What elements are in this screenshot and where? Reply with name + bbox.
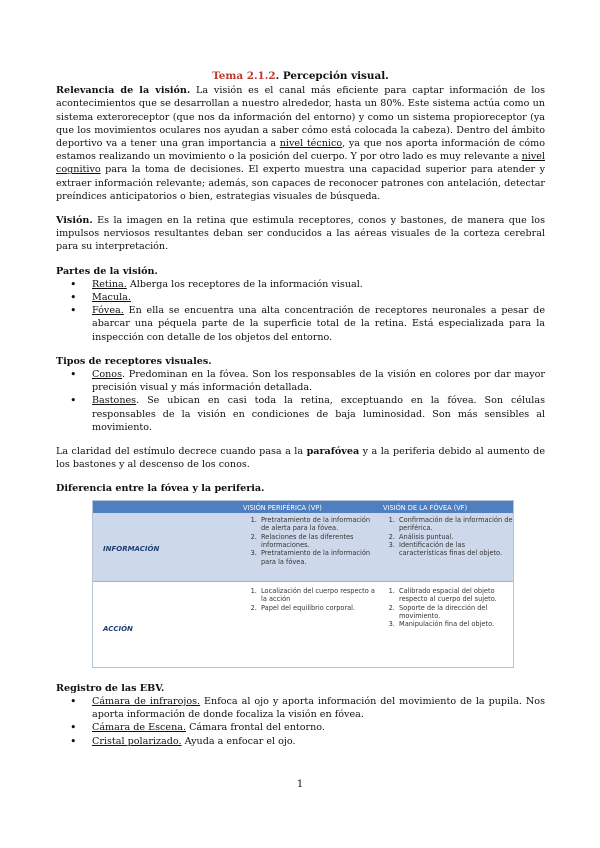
registro-list xyxy=(56,695,545,748)
page-title xyxy=(56,70,545,83)
list-item xyxy=(92,291,545,304)
table-list-item: 2. Relaciones de las diferentes informaciones. xyxy=(259,533,377,550)
col-header-vp: VISIÓN PERIFÉRICA (VP) xyxy=(243,503,322,512)
term-fovea: Fóvea. xyxy=(92,305,124,317)
definition: . Predominan en la fóvea. Son los responsables de la visión en colores por dar mayor precisión visual y más información detallada. xyxy=(92,369,545,394)
table-list-item: 1. Confirmación de la información de periférica. xyxy=(397,516,515,533)
term-camara-escena: Cámara de Escena. xyxy=(92,722,187,734)
table-list-item: 1. Localización del cuerpo respecto a la acción xyxy=(259,587,377,604)
definition: En ella se encuentra una alta concentración de receptores neuronales a pesar de abarcar una péquela parte de la superficie total de la retina. Está especializada para la inspección con detalle de los objetos del entorno. xyxy=(92,305,545,343)
term-cristal-polarizado: Cristal polarizado. xyxy=(92,735,182,747)
diferencia-heading: Diferencia entre la fóvea y la periferia. xyxy=(56,483,265,495)
nivel-cognitivo-term: nivel cognitivo xyxy=(56,151,545,176)
table-list-item: 2. Papel del equilibrio corporal. xyxy=(259,604,377,612)
row-label-informacion: INFORMACIÓN xyxy=(103,544,160,553)
table-list-item: 3. Identificación de las características finas del objeto. xyxy=(397,541,515,558)
title-text: . Percepción visual. xyxy=(275,70,389,82)
intro-lead: Relevancia de la visión. xyxy=(56,85,191,97)
row-label-accion: ACCIÓN xyxy=(103,624,133,633)
term-macula: Macula. xyxy=(92,292,131,304)
parafovea-term: parafóvea xyxy=(306,446,360,458)
title-number: Tema 2.1.2 xyxy=(212,70,276,82)
claridad-text-2: y a la periferia debido al aumento de los bastones y al descenso de los conos. xyxy=(56,446,545,471)
claridad-text-1: La claridad del estímulo decrece cuando pasa a la xyxy=(56,446,307,458)
comparison-table-image xyxy=(92,500,514,668)
vision-text: Es la imagen en la retina que estimula receptores, conos y bastones, de manera que los impulsos nerviosos resultantes deban ser conducidos a las aéreas visuales de la corteza cerebral para su interpretación. xyxy=(56,215,545,253)
list-item xyxy=(92,394,545,434)
vision-lead: Visión. xyxy=(56,215,93,227)
list-item xyxy=(92,721,545,734)
row-divider xyxy=(93,581,513,582)
list-item xyxy=(92,304,545,344)
list-item xyxy=(92,695,545,721)
table-list-item: 2. Soporte de la dirección del movimiento. xyxy=(397,604,515,621)
term-retina: Retina. xyxy=(92,278,127,290)
intro-paragraph xyxy=(56,84,545,203)
term-camara-infrarojos: Cámara de infrarojos. xyxy=(92,695,201,707)
table-list-item: 3. Manipulación fina del objeto. xyxy=(397,620,515,628)
tipos-list xyxy=(56,368,545,434)
registro-heading: Registro de las EBV. xyxy=(56,682,165,694)
list-item xyxy=(92,278,545,291)
list-item xyxy=(92,368,545,394)
definition: Cámara frontal del entorno. xyxy=(186,722,325,734)
term-conos: Conos xyxy=(92,369,122,381)
table-list-item: 3. Pretratamiento de la información para la fóvea. xyxy=(259,549,377,566)
list-item xyxy=(92,735,545,748)
definition: Enfoca al ojo y aporta información del movimiento de la pupila. Nos aporta información de donde focaliza la visión en fóvea. xyxy=(92,695,545,721)
accion-vp-list xyxy=(245,587,377,612)
col-header-vf: VISIÓN DE LA FÓVEA (VF) xyxy=(383,503,468,512)
table-list-item: 1. Calibrado espacial del objeto respecto al cuerpo del sujeto. xyxy=(397,587,515,604)
claridad-paragraph xyxy=(56,445,545,471)
accion-vf-list xyxy=(383,587,515,629)
info-vf-list xyxy=(383,516,515,558)
intro-text-1: La visión es el canal más eficiente para captar información de los acontecimientos que se desarrollan a nuestro alrededor, hasta un 80%. Este sistema actúa como un sistema exteroreceptor (que nos da información del entorno) y como un sistema propioreceptor (ya que los movimientos oculares nos ayudan a saber cómo está colocada la cabeza). Dentro del ámbito deportivo va a tener una gran importancia a xyxy=(56,85,545,150)
definition: . Se ubican en casi toda la retina, exceptuando en la fóvea. Son células responsables de la visión en condiciones de baja luminosidad. Son más sensibles al movimiento. xyxy=(92,395,545,433)
info-vp-list xyxy=(245,516,377,566)
partes-list xyxy=(56,278,545,344)
definition: Alberga los receptores de la información visual. xyxy=(126,278,363,290)
document-body xyxy=(56,70,545,748)
partes-heading: Partes de la visión. xyxy=(56,265,158,277)
nivel-tecnico-term: nivel técnico xyxy=(279,138,343,150)
intro-text-3: para la toma de decisiones. El experto muestra una capacidad superior para atender y extraer información relevante; además, son capaces de reconocer patrones con antelación, detectar preíndices anticipatorios o bien, estrategias visuales de búsqueda. xyxy=(56,164,545,202)
table-list-item: 1. Pretratamiento de la información de alerta para la fóvea. xyxy=(259,516,377,533)
page-number: 1 xyxy=(296,779,304,790)
term-bastones: Bastones xyxy=(92,395,137,407)
table-header xyxy=(93,501,513,513)
intro-text-2: , ya que nos aporta información de cómo estamos realizando un movimiento o la posición del cuerpo. Y por otro lado es muy relevante a xyxy=(56,138,545,163)
table-list-item: 2. Análisis puntual. xyxy=(397,533,515,541)
tipos-heading: Tipos de receptores visuales. xyxy=(56,355,212,367)
vision-paragraph xyxy=(56,214,545,254)
definition: Ayuda a enfocar el ojo. xyxy=(181,735,296,747)
